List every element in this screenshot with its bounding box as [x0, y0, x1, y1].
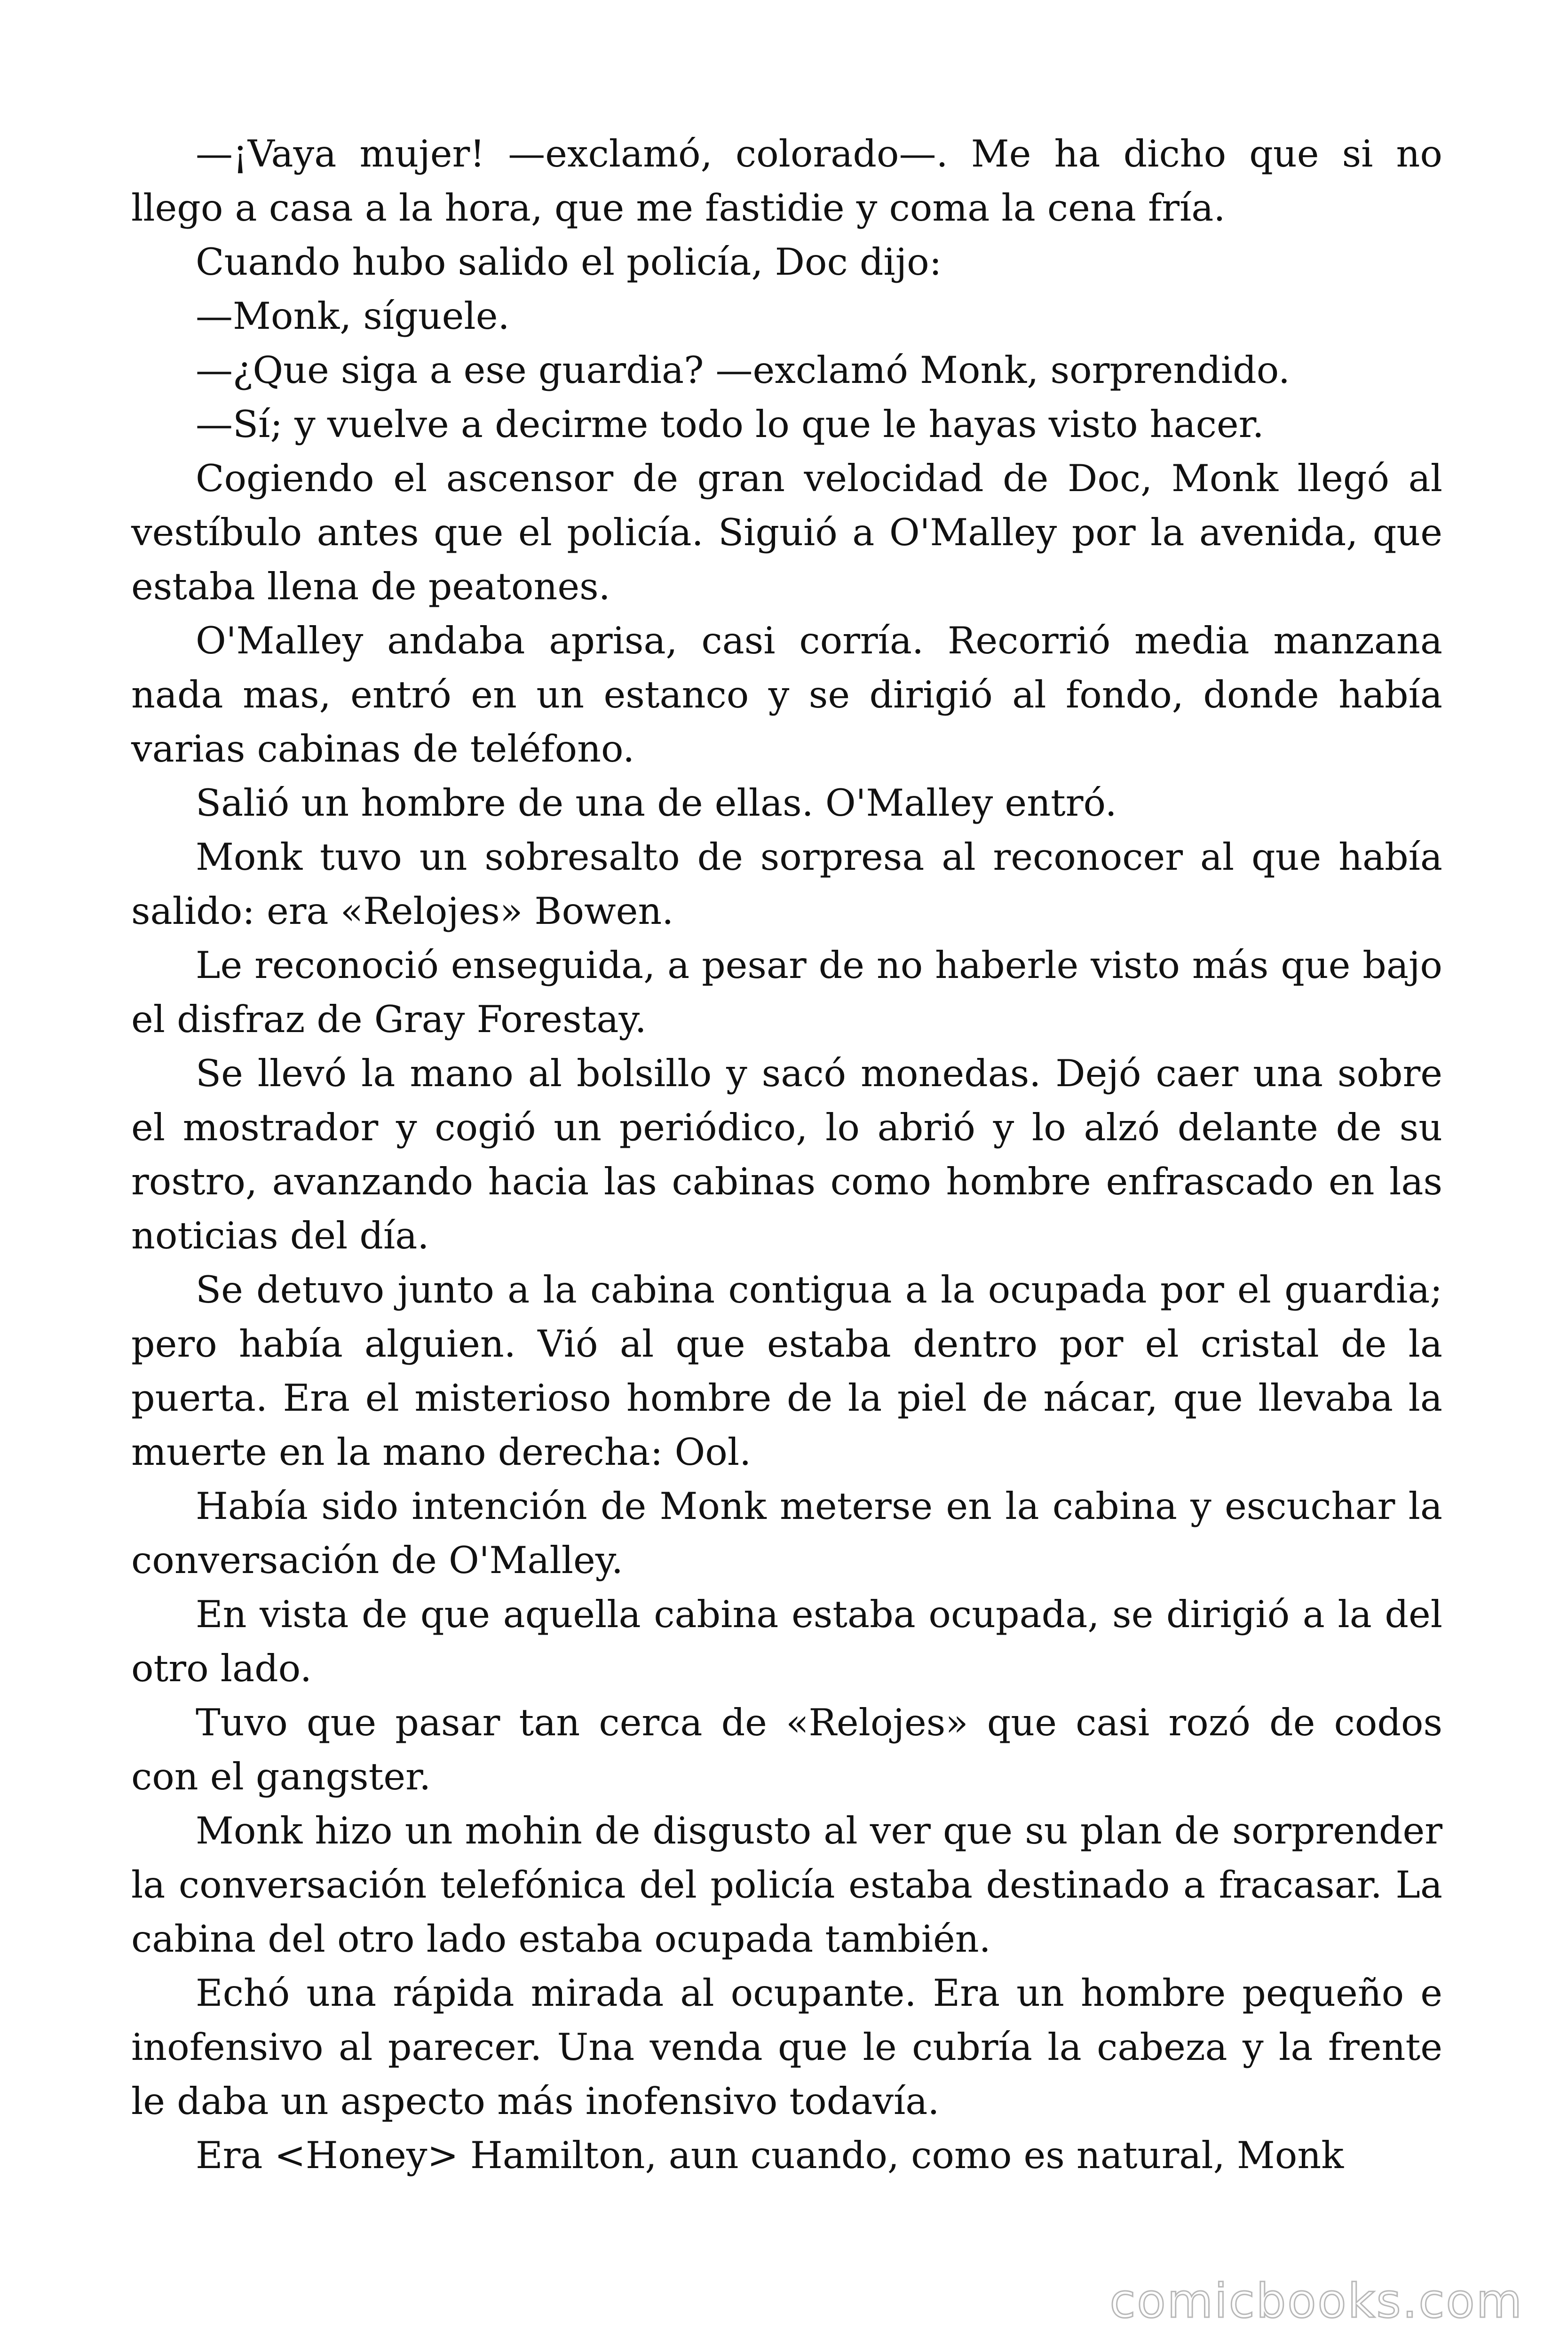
- paragraph: Tuvo que pasar tan cerca de «Relojes» que casi rozó de codos con el gangster.: [131, 1701, 1442, 1798]
- page-text: [131, 127, 1442, 2183]
- paragraph: Monk tuvo un sobresalto de sorpresa al reconocer al que había salido: era «Relojes» Bowen.: [131, 835, 1442, 933]
- paragraph: Echó una rápida mirada al ocupante. Era un hombre pequeño e inofensivo al parecer. Una venda que le cubría la cabeza y la frente le daba un aspecto más inofensivo todavía.: [131, 1971, 1442, 2123]
- paragraph: —Monk, síguele.: [196, 294, 510, 338]
- paragraph: Había sido intención de Monk meterse en la cabina y escuchar la conversación de O'Malley.: [131, 1485, 1442, 1582]
- paragraph: —¿Que siga a ese guardia? —exclamó Monk, sorprendido.: [196, 349, 1290, 392]
- watermark: comicbooks.com: [1109, 2273, 1523, 2328]
- paragraph: Cuando hubo salido el policía, Doc dijo:: [196, 240, 942, 284]
- paragraph: Cogiendo el ascensor de gran velocidad de Doc, Monk llegó al vestíbulo antes que el policía. Siguió a O'Malley por la avenida, que estaba llena de peatones.: [131, 457, 1442, 608]
- paragraph: Se llevó la mano al bolsillo y sacó monedas. Dejó caer una sobre el mostrador y cogió un periódico, lo abrió y lo alzó delante de su rostro, avanzando hacia las cabinas como hombre enfrascado en las noticias del día.: [131, 1052, 1442, 1257]
- paragraph: Monk hizo un mohin de disgusto al ver que su plan de sorprender la conversación telefónica del policía estaba destinado a fracasar. La cabina del otro lado estaba ocupada también.: [131, 1809, 1442, 1961]
- paragraph: O'Malley andaba aprisa, casi corría. Recorrió media manzana nada mas, entró en un estanco y se dirigió al fondo, donde había varias cabinas de teléfono.: [131, 619, 1442, 771]
- paragraph: Salió un hombre de una de ellas. O'Malley entró.: [196, 781, 1117, 825]
- paragraph: —Sí; y vuelve a decirme todo lo que le hayas visto hacer.: [196, 403, 1264, 446]
- paragraph: —¡Vaya mujer! —exclamó, colorado—. Me ha dicho que si no llego a casa a la hora, que me fastidie y coma la cena fría.: [131, 132, 1442, 230]
- paragraph: En vista de que aquella cabina estaba ocupada, se dirigió a la del otro lado.: [131, 1593, 1442, 1690]
- paragraph: Le reconoció enseguida, a pesar de no haberle visto más que bajo el disfraz de Gray Forestay.: [131, 944, 1442, 1041]
- paragraph: Era <Honey> Hamilton, aun cuando, como es natural, Monk: [196, 2134, 1344, 2177]
- paragraph: Se detuvo junto a la cabina contigua a la ocupada por el guardia; pero había alguien. Vió al que estaba dentro por el cristal de la puerta. Era el misterioso hombre de la piel de nácar, que llevaba la muerte en la mano derecha: Ool.: [131, 1268, 1442, 1474]
